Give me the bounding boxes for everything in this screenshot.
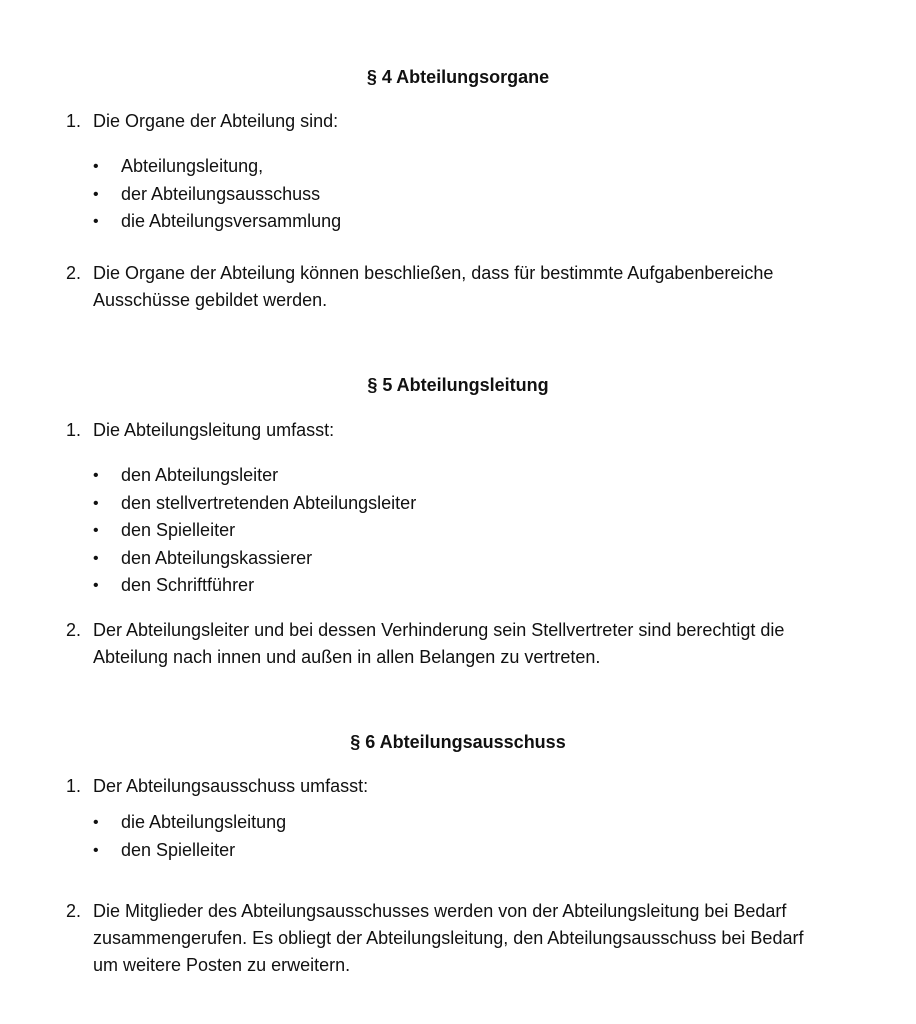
item-number: 1. (66, 420, 82, 440)
section-4 (0, 64, 916, 91)
bullet-item: • den stellvertretenden Abteilungsleiter (0, 490, 916, 518)
bullet-icon: • (93, 522, 99, 539)
bullet-item: • den Abteilungsleiter (0, 462, 916, 490)
item-text-line: Der Abteilungsleiter und bei dessen Verhinderung sein Stellvertreter sind berechtigt die (93, 620, 785, 640)
section-5-bullet-list (0, 462, 916, 600)
section-heading: § 6 Abteilungsausschuss (350, 732, 566, 752)
bullet-item: • den Schriftführer (0, 572, 916, 600)
item-number: 2. (66, 263, 82, 283)
bullet-icon: • (93, 213, 99, 230)
item-text-line: Die Mitglieder des Abteilungsausschusses werden von der Abteilungsleitung bei Bedarf (93, 901, 787, 921)
section-heading: § 5 Abteilungsleitung (367, 375, 549, 395)
section-6-item-2 (0, 898, 916, 979)
item-number: 1. (66, 111, 82, 131)
item-number: 2. (66, 901, 82, 921)
item-text-line: zusammengerufen. Es obliegt der Abteilungsleitung, den Abteilungsausschuss bei Bedarf (93, 928, 804, 948)
section-4-bullet-list (0, 153, 916, 236)
item-text: Die Organe der Abteilung sind: (93, 111, 339, 131)
bullet-icon: • (93, 841, 99, 859)
bullet-item: • den Spielleiter (0, 837, 916, 865)
item-text-line: Die Organe der Abteilung können beschließen, dass für bestimmte Aufgabenbereiche (93, 263, 774, 283)
bullet-icon: • (93, 158, 99, 175)
section-5 (0, 372, 916, 399)
bullet-icon: • (93, 549, 99, 567)
item-text: Die Abteilungsleitung umfasst: (93, 420, 335, 440)
bullet-icon: • (93, 467, 99, 484)
bullet-icon: • (93, 185, 99, 203)
bullet-item: • den Abteilungskassierer (0, 545, 916, 573)
bullet-item: • die Abteilungsleitung (0, 809, 916, 837)
section-6-item-1 (0, 773, 916, 800)
section-5-item-2 (0, 617, 916, 671)
item-number: 2. (66, 620, 82, 640)
bullet-icon: • (93, 494, 99, 512)
bullet-icon: • (93, 577, 99, 594)
section-heading: § 4 Abteilungsorgane (366, 67, 550, 87)
section-4-item-1 (0, 108, 916, 135)
item-text: Der Abteilungsausschuss umfasst: (93, 776, 369, 796)
section-6-bullet-list (0, 809, 916, 864)
item-number: 1. (66, 776, 82, 796)
bullet-item: • die Abteilungsversammlung (0, 208, 916, 236)
item-text-line: Ausschüsse gebildet werden. (93, 290, 328, 310)
item-text-line: um weitere Posten zu erweitern. (93, 955, 351, 975)
bullet-item: • Abteilungsleitung, (0, 153, 916, 181)
bullet-item: • der Abteilungsausschuss (0, 181, 916, 209)
section-6 (0, 729, 916, 756)
item-text-line: Abteilung nach innen und außen in allen Belangen zu vertreten. (93, 647, 601, 667)
bullet-icon: • (93, 814, 99, 831)
section-4-item-2 (0, 260, 916, 314)
section-5-item-1 (0, 417, 916, 444)
bullet-item: • den Spielleiter (0, 517, 916, 545)
